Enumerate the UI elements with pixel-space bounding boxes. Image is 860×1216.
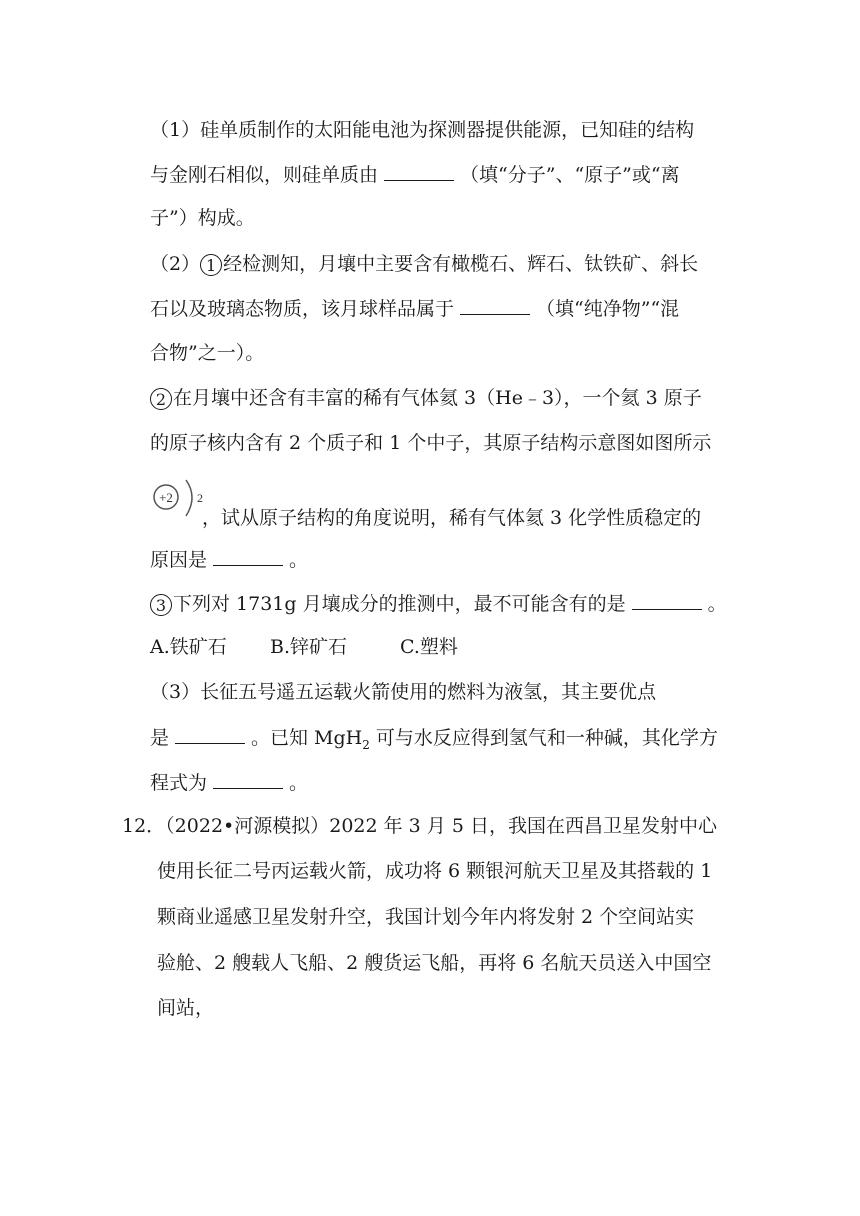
electron-shell-arc	[186, 480, 192, 516]
circled-number-2: 2	[150, 388, 172, 410]
answer-blank[interactable]	[632, 591, 702, 610]
q3-line-2: 是 。已知 MgH$_2$ 可与水反应得到氢气和一种碱，其化学方	[150, 727, 718, 752]
q2-line-5: 的原子核内含有 2 个质子和 1 个中子，其原子结构示意图如图所示	[150, 432, 712, 454]
q2-line-8: 3 下列对 1731g 月壤成分的推测中，最不可能含有的是 。	[150, 591, 727, 616]
q2-line-3: 合物”之一）。	[150, 342, 265, 364]
answer-blank[interactable]	[175, 725, 245, 744]
q2-line-7: 原因是 。	[150, 549, 309, 571]
q12-line-2: 使用长征二号丙运载火箭，成功将 6 颗银河航天卫星及其搭载的 1	[157, 860, 713, 882]
option-b[interactable]: B.锌矿石	[270, 636, 348, 658]
nucleus-charge: +2	[159, 490, 173, 505]
q2-line-6: ，试从原子结构的角度说明，稀有气体氦 3 化学性质稳定的	[202, 507, 702, 529]
q3-line-3: 程式为 。	[150, 772, 309, 794]
electron-count: 2	[197, 491, 203, 505]
answer-blank[interactable]	[213, 770, 283, 789]
option-a[interactable]: A.铁矿石	[150, 636, 227, 658]
q3-line-1: （3）长征五号遥五运载火箭使用的燃料为液氢，其主要优点	[150, 681, 657, 703]
q12-line-5: 间站，	[157, 997, 215, 1019]
q2-line-2: 石以及玻璃态物质，该月球样品属于 （填“纯净物”“混	[150, 298, 680, 320]
answer-blank[interactable]	[384, 162, 454, 181]
q1-line-3: 子”）构成。	[150, 207, 255, 229]
answer-blank[interactable]	[460, 296, 530, 315]
q12-line-3: 颗商业遥感卫星发射升空，我国计划今年内将发射 2 个空间站实	[157, 906, 695, 928]
q1-line-1: （1）硅单质制作的太阳能电池为探测器提供能源，已知硅的结构	[150, 119, 695, 141]
q1-line-2: 与金刚石相似，则硅单质由 （填“分子”、“原子”或“离	[150, 164, 680, 186]
q12-line-1: 12．（2022•河源模拟）2022 年 3 月 5 日，我国在西昌卫星发射中心	[122, 815, 717, 837]
circled-number-1: 1	[200, 254, 222, 276]
q2-line-1: （2） 1 经检测知，月壤中主要含有橄榄石、辉石、钛铁矿、斜长	[150, 253, 699, 275]
q2-options	[150, 635, 458, 659]
q2-line-4: 2 在月壤中还含有丰富的稀有气体氦 3（He﹣3），一个氦 3 原子	[150, 386, 702, 410]
answer-blank[interactable]	[213, 547, 283, 566]
circled-number-3: 3	[150, 594, 172, 616]
option-c[interactable]: C.塑料	[400, 636, 458, 658]
helium-atom-diagram	[148, 474, 210, 524]
q12-line-4: 验舱、2 艘载人飞船、2 艘货运飞船，再将 6 名航天员送入中国空	[157, 952, 712, 974]
